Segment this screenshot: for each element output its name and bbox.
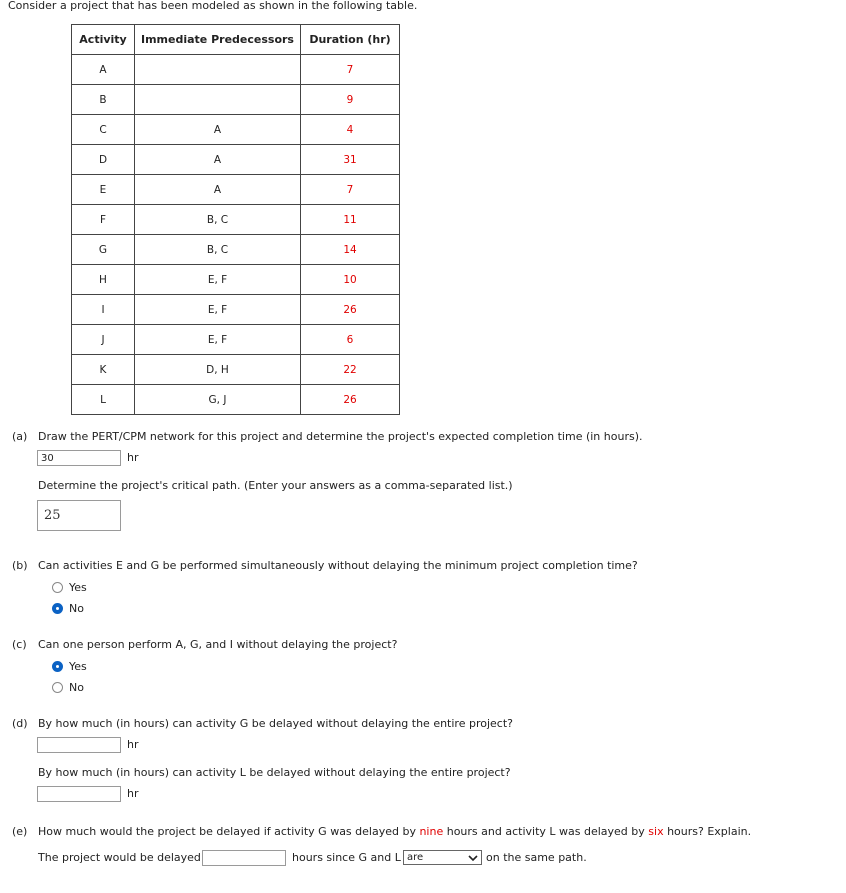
question-b-text: Can activities E and G be performed simultaneously without delaying the minimum project completion time?: [38, 559, 638, 572]
predecessor-cell: E, F: [135, 295, 301, 325]
table-row: [72, 205, 400, 235]
question-e-red-nine: nine: [419, 825, 444, 838]
table-row: [72, 265, 400, 295]
option-c-no[interactable]: [52, 679, 84, 695]
table-row: [72, 325, 400, 355]
question-d-text: By how much (in hours) can activity G be delayed without delaying the entire project?: [38, 717, 513, 730]
question-c: [12, 638, 397, 651]
activity-cell: K: [72, 355, 135, 385]
chevron-down-icon: [468, 854, 478, 862]
activity-cell: A: [72, 55, 135, 85]
activity-cell: J: [72, 325, 135, 355]
duration-cell: 26: [301, 295, 400, 325]
predecessor-cell: B, C: [135, 235, 301, 265]
delay-line-prefix: The project would be delayed: [38, 851, 201, 864]
table-row: [72, 115, 400, 145]
table-row: [72, 385, 400, 415]
predecessor-cell: A: [135, 145, 301, 175]
radio-selected-icon[interactable]: [52, 661, 63, 672]
predecessor-cell: D, H: [135, 355, 301, 385]
option-b-no[interactable]: [52, 600, 84, 616]
activity-cell: L: [72, 385, 135, 415]
header-activity: Activity: [72, 25, 135, 55]
option-b-yes-label: Yes: [69, 580, 87, 594]
l-delay-input[interactable]: [37, 786, 121, 802]
table-header-row: [72, 25, 400, 55]
activity-cell: H: [72, 265, 135, 295]
question-b-label: (b): [12, 559, 28, 572]
question-e-text-1: How much would the project be delayed if activity G was delayed by: [38, 825, 420, 838]
question-d-part2: By how much (in hours) can activity L be delayed without delaying the entire project?: [38, 766, 511, 779]
radio-icon[interactable]: [52, 582, 63, 593]
table-row: [72, 145, 400, 175]
delay-line-middle: hours since G and L: [292, 851, 401, 864]
duration-cell: 11: [301, 205, 400, 235]
delay-line-suffix: on the same path.: [486, 851, 587, 864]
activity-cell: D: [72, 145, 135, 175]
table-row: [72, 85, 400, 115]
duration-cell: 22: [301, 355, 400, 385]
intro-text: Consider a project that has been modeled as shown in the following table.: [8, 0, 418, 12]
path-select[interactable]: [403, 850, 482, 865]
table-row: [72, 175, 400, 205]
g-delay-unit: hr: [127, 738, 139, 751]
activity-cell: B: [72, 85, 135, 115]
completion-time-unit: hr: [127, 451, 139, 464]
duration-cell: 7: [301, 55, 400, 85]
completion-time-input[interactable]: [37, 450, 121, 466]
activity-cell: E: [72, 175, 135, 205]
duration-cell: 10: [301, 265, 400, 295]
predecessor-cell: [135, 55, 301, 85]
duration-cell: 6: [301, 325, 400, 355]
table-row: [72, 295, 400, 325]
l-delay-unit: hr: [127, 787, 139, 800]
question-e-red-six: six: [648, 825, 664, 838]
duration-cell: 31: [301, 145, 400, 175]
duration-cell: 9: [301, 85, 400, 115]
question-a-text: Draw the PERT/CPM network for this project and determine the project's expected completion time (in hours).: [38, 430, 643, 443]
radio-selected-icon[interactable]: [52, 603, 63, 614]
option-b-yes[interactable]: [52, 579, 87, 595]
duration-cell: 7: [301, 175, 400, 205]
question-d: [12, 717, 513, 730]
radio-icon[interactable]: [52, 682, 63, 693]
predecessor-cell: [135, 85, 301, 115]
path-select-value: are: [407, 852, 424, 863]
option-c-yes[interactable]: [52, 658, 87, 674]
project-delay-input[interactable]: [202, 850, 286, 866]
option-c-no-label: No: [69, 680, 84, 694]
predecessor-cell: G, J: [135, 385, 301, 415]
question-e-text-3: hours? Explain.: [663, 825, 752, 838]
predecessor-cell: A: [135, 175, 301, 205]
question-c-text: Can one person perform A, G, and I without delaying the project?: [38, 638, 398, 651]
duration-cell: 4: [301, 115, 400, 145]
table-row: [72, 355, 400, 385]
header-predecessors: Immediate Predecessors: [135, 25, 301, 55]
critical-path-input[interactable]: [37, 500, 121, 531]
predecessor-cell: E, F: [135, 325, 301, 355]
question-a-label: (a): [12, 430, 28, 443]
predecessor-cell: B, C: [135, 205, 301, 235]
question-b: [12, 559, 638, 572]
table-row: [72, 55, 400, 85]
project-table: [71, 24, 400, 415]
question-d-label: (d): [12, 717, 28, 730]
option-c-yes-label: Yes: [69, 659, 87, 673]
predecessor-cell: A: [135, 115, 301, 145]
question-a-critical-path: Determine the project's critical path. (Enter your answers as a comma-separated list.): [38, 479, 513, 492]
duration-cell: 26: [301, 385, 400, 415]
question-e-label: (e): [12, 825, 28, 838]
question-a: [12, 430, 642, 443]
activity-cell: C: [72, 115, 135, 145]
activity-cell: F: [72, 205, 135, 235]
table-row: [72, 235, 400, 265]
question-e-text-2: hours and activity L was delayed by: [443, 825, 649, 838]
question-c-label: (c): [12, 638, 27, 651]
activity-cell: I: [72, 295, 135, 325]
g-delay-input[interactable]: [37, 737, 121, 753]
predecessor-cell: E, F: [135, 265, 301, 295]
question-e: [12, 825, 751, 838]
activity-cell: G: [72, 235, 135, 265]
option-b-no-label: No: [69, 601, 84, 615]
header-duration: Duration (hr): [301, 25, 400, 55]
duration-cell: 14: [301, 235, 400, 265]
